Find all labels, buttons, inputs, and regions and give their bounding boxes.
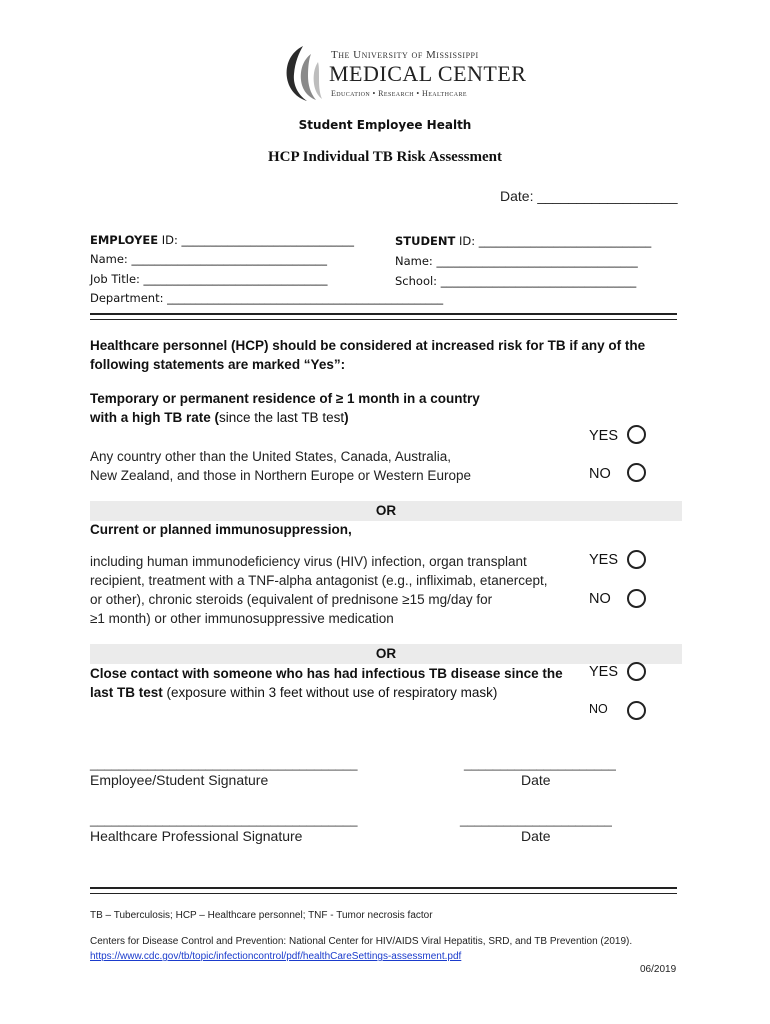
employee-signature-label: Employee/Student Signature — [90, 772, 269, 788]
hcp-date-label: Date — [521, 828, 551, 844]
department-heading: Student Employee Health — [298, 118, 472, 132]
employee-name-field[interactable]: Name: __________________________________ — [90, 252, 327, 266]
employee-label: EMPLOYEE — [90, 233, 159, 247]
residence-heading-end: ) — [344, 410, 349, 425]
residence-detail-line1: Any country other than the United States, Canada, Australia, — [90, 449, 451, 464]
residence-heading-normal: since the last TB test — [219, 410, 345, 425]
student-school-field[interactable]: School: __________________________________ — [395, 274, 637, 288]
revision-date: 06/2019 — [640, 964, 677, 975]
section-divider — [90, 313, 677, 320]
student-label: STUDENT — [395, 234, 456, 248]
contact-yes-radio[interactable] — [627, 662, 646, 681]
immunosuppression-no-radio[interactable] — [627, 589, 646, 608]
employee-date-label: Date — [521, 772, 551, 788]
umc-logo — [283, 44, 527, 104]
contact-no-label: NO — [589, 702, 608, 716]
residence-no-label: NO — [589, 466, 611, 482]
residence-yes-radio[interactable] — [627, 425, 646, 444]
logo-tagline-text: Education • Research • Healthcare — [331, 89, 467, 98]
employee-id-blank: ID: ______________________________ — [158, 233, 354, 247]
immunosuppression-heading: Current or planned immunosuppression, — [90, 522, 352, 537]
immunosuppression-detail-line3: or other), chronic steroids (equivalent of prednisone ≥15 mg/day for — [90, 592, 493, 607]
residence-heading-bold: with a high TB rate ( — [90, 410, 220, 425]
employee-id-field[interactable] — [90, 233, 354, 247]
residence-heading-line2 — [90, 408, 349, 427]
form-title: HCP Individual TB Risk Assessment — [268, 149, 502, 165]
source-citation: Centers for Disease Control and Prevention: National Center for HIV/AIDS Viral Hepatitis, SRD, and TB Prevention (2019). — [90, 936, 633, 947]
residence-yes-label: YES — [589, 428, 619, 444]
residence-no-radio[interactable] — [627, 463, 646, 482]
immunosuppression-no-label: NO — [589, 591, 611, 607]
residence-detail-line2: New Zealand, and those in Northern Europe or Western Europe — [90, 468, 471, 483]
or-separator-2 — [90, 644, 682, 664]
residence-heading-line1: Temporary or permanent residence of ≥ 1 month in a country — [90, 391, 480, 406]
employee-date-line[interactable]: _____________________ — [464, 756, 616, 771]
contact-heading-bold: last TB test — [90, 685, 163, 700]
abbreviations-note: TB – Tuberculosis; HCP – Healthcare personnel; TNF - Tumor necrosis factor — [90, 910, 433, 921]
student-id-blank: ID: ______________________________ — [455, 234, 652, 248]
footer-divider — [90, 887, 677, 894]
source-link[interactable]: https://www.cdc.gov/tb/topic/infectioncontrol/pdf/healthCareSettings-assessment.pdf — [90, 951, 462, 962]
employee-signature-line[interactable]: _____________________________________ — [90, 756, 358, 771]
logo-mark-icon — [283, 44, 325, 104]
hcp-signature-label: Healthcare Professional Signature — [90, 828, 303, 844]
hcp-date-line[interactable]: _____________________ — [460, 812, 612, 827]
immunosuppression-detail-line1: including human immunodeficiency virus (HIV) infection, organ transplant — [90, 554, 527, 569]
immunosuppression-detail-line2: recipient, treatment with a TNF-alpha antagonist (e.g., infliximab, etanercept, — [90, 573, 548, 588]
immunosuppression-detail-line4: ≥1 month) or other immunosuppressive medication — [90, 611, 394, 626]
contact-heading-line2 — [90, 683, 497, 702]
student-id-field[interactable] — [395, 234, 651, 248]
contact-yes-label: YES — [589, 664, 619, 680]
or-label: OR — [375, 503, 397, 518]
date-field[interactable]: Date: __________________ — [500, 188, 678, 204]
employee-job-title-field[interactable]: Job Title: ________________________________ — [90, 272, 328, 286]
hcp-signature-line[interactable]: _____________________________________ — [90, 812, 358, 827]
contact-heading-normal: (exposure within 3 feet without use of respiratory mask) — [162, 685, 498, 700]
contact-heading-line1: Close contact with someone who has had infectious TB disease since the — [90, 666, 563, 681]
intro-statement: Healthcare personnel (HCP) should be considered at increased risk for TB if any of the following statements are marked “Yes”: — [90, 338, 646, 372]
or-label: OR — [375, 646, 397, 661]
contact-no-radio[interactable] — [627, 701, 646, 720]
student-name-field[interactable]: Name: ___________________________________ — [395, 254, 638, 268]
immunosuppression-yes-radio[interactable] — [627, 550, 646, 569]
logo-medical-center-text: MEDICAL CENTER — [329, 61, 527, 86]
employee-department-field[interactable]: Department: ________________________________________________ — [90, 291, 444, 305]
logo-university-text: The University of Mississippi — [331, 49, 479, 61]
or-separator-1 — [90, 501, 682, 521]
immunosuppression-yes-label: YES — [589, 552, 619, 568]
